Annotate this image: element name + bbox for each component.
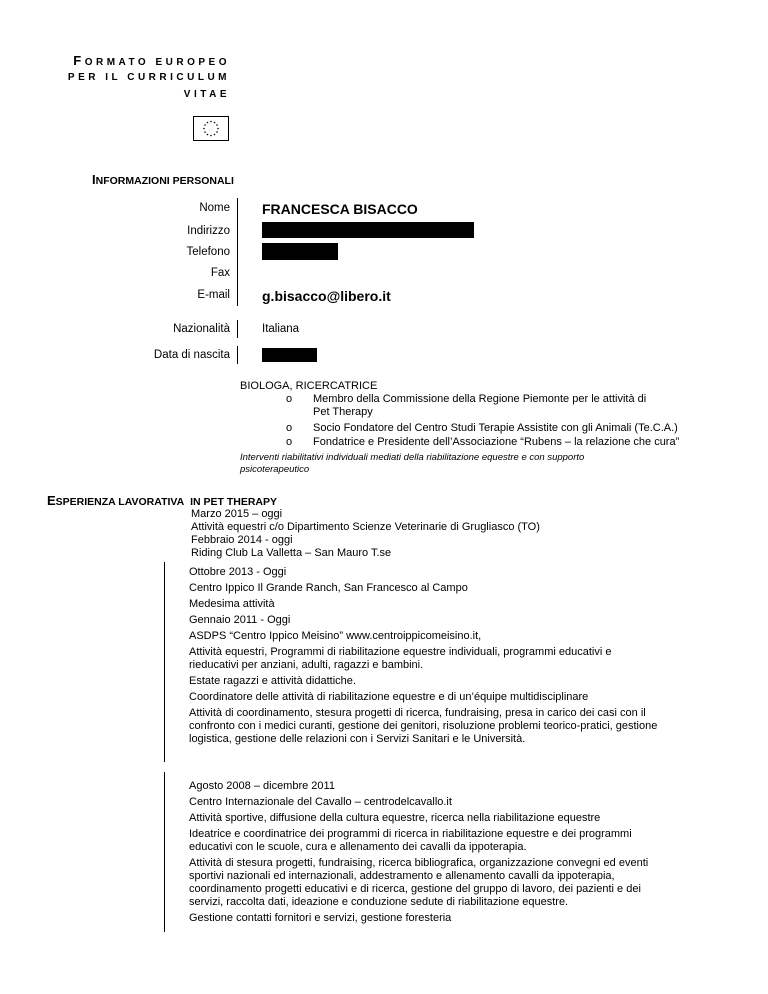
redacted-telefono — [262, 243, 338, 260]
profile-title: BIOLOGA, RICERCATRICE — [240, 380, 378, 392]
experience-line: Ideatrice e coordinatrice dei programmi di ricerca in riabilitazione equestre e dei programmi educativi con le scuole, cura e allenamento dei cavalli da ippoterapia. — [189, 828, 632, 853]
section-experience: ESPERIENZA LAVORATIVA IN PET THERAPY — [47, 493, 277, 508]
experience-line: Coordinatore delle attività di riabilitazione equestre e di un’équipe multidisciplinare — [189, 691, 589, 703]
experience-line: Attività di coordinamento, stesura progetti di ricerca, fundraising, presa in carico dei casi con il confronto con i medici curanti, gestione dei genitori, risoluzione problemi teorico-pratici, gestione logistica, gestione delle relazioni con i Servizi Sanitari e le Università. — [189, 707, 658, 745]
divider — [237, 198, 238, 306]
cv-title-line-3: VITAE — [183, 89, 230, 100]
experience-line: Attività sportive, diffusione della cultura equestre, ricerca nella riabilitazione equestre — [189, 812, 601, 824]
value-nazionalita: Italiana — [262, 323, 300, 335]
profile-item: Fondatrice e Presidente dell’Associazione “Rubens – la relazione che cura” — [313, 436, 680, 448]
redacted-indirizzo — [262, 222, 474, 238]
experience-line: Centro Ippico Il Grande Ranch, San Francesco al Campo — [189, 582, 468, 594]
cv-title-line-2: PER IL CURRICULUM — [67, 72, 230, 83]
profile-item: Membro della Commissione della Regione Piemonte per le attività di Pet Therapy — [313, 393, 647, 418]
profile-item: Socio Fondatore del Centro Studi Terapie Assistite con gli Animali (Te.C.A.) — [313, 422, 678, 434]
value-email: g.bisacco@libero.it — [262, 288, 391, 304]
eu-flag-icon — [193, 116, 229, 141]
profile-note: Interventi riabilitativi individuali mediati della riabilitazione equestre e con supporto psicoterapeutico — [240, 452, 585, 475]
label-nome: Nome — [199, 202, 230, 214]
divider — [164, 772, 165, 932]
experience-line: Gennaio 2011 - Oggi — [189, 614, 291, 626]
experience-line: Gestione contatti fornitori e servizi, gestione foresteria — [189, 912, 452, 924]
value-nome: FRANCESCA BISACCO — [262, 201, 418, 217]
experience-line: Attività equestri c/o Dipartimento Scienze Veterinarie di Grugliasco (TO) — [191, 521, 540, 533]
label-telefono: Telefono — [186, 246, 230, 258]
experience-line: Marzo 2015 – oggi — [191, 508, 283, 520]
section-personal-info: INFORMAZIONI PERSONALI — [92, 172, 234, 187]
label-data-di-nascita: Data di nascita — [153, 349, 230, 361]
label-nazionalita: Nazionalità — [173, 323, 230, 335]
divider — [237, 346, 238, 364]
label-fax: Fax — [210, 267, 230, 279]
bullet-glyph: o — [286, 393, 293, 405]
experience-line: Agosto 2008 – dicembre 2011 — [189, 780, 335, 792]
experience-line: Riding Club La Valletta – San Mauro T.se — [191, 547, 392, 559]
experience-line: Ottobre 2013 - Oggi — [189, 566, 287, 578]
experience-line: Febbraio 2014 - oggi — [191, 534, 293, 546]
experience-block-2 — [189, 780, 659, 925]
label-email: E-mail — [197, 289, 230, 301]
bullet-glyph: o — [286, 436, 293, 448]
experience-line: Medesima attività — [189, 598, 275, 610]
experience-line: ASDPS “Centro Ippico Meisino” www.centroippicomeisino.it, — [189, 630, 482, 642]
cv-title-line-1: FORMATO EUROPEO — [73, 53, 230, 68]
experience-line: Estate ragazzi e attività didattiche. — [189, 675, 356, 687]
experience-block-1 — [189, 566, 659, 746]
experience-line: Attività di stesura progetti, fundraising, ricerca bibliografica, organizzazione convegni ed eventi sportivi nazionali ed internazionali, addestramento e allenamento cavalli da ippoterapia, coordinamento progetti educativi e di ricerca, gestione del gruppo di lavoro, dei pazienti e dei servizi, raccolta dati, ideazione e conduzione sedute di riabilitazione equestre. — [189, 857, 649, 908]
label-indirizzo: Indirizzo — [187, 225, 230, 237]
experience-line: Attività equestri, Programmi di riabilitazione equestre individuali, programmi educativi e rieducativi per anziani, adulti, ragazzi e bambini. — [189, 646, 612, 671]
divider — [164, 562, 165, 762]
redacted-data-di-nascita — [262, 348, 317, 362]
experience-line: Centro Internazionale del Cavallo – centrodelcavallo.it — [189, 796, 452, 808]
bullet-glyph: o — [286, 422, 293, 434]
experience-intro — [191, 508, 540, 560]
divider — [237, 320, 238, 338]
